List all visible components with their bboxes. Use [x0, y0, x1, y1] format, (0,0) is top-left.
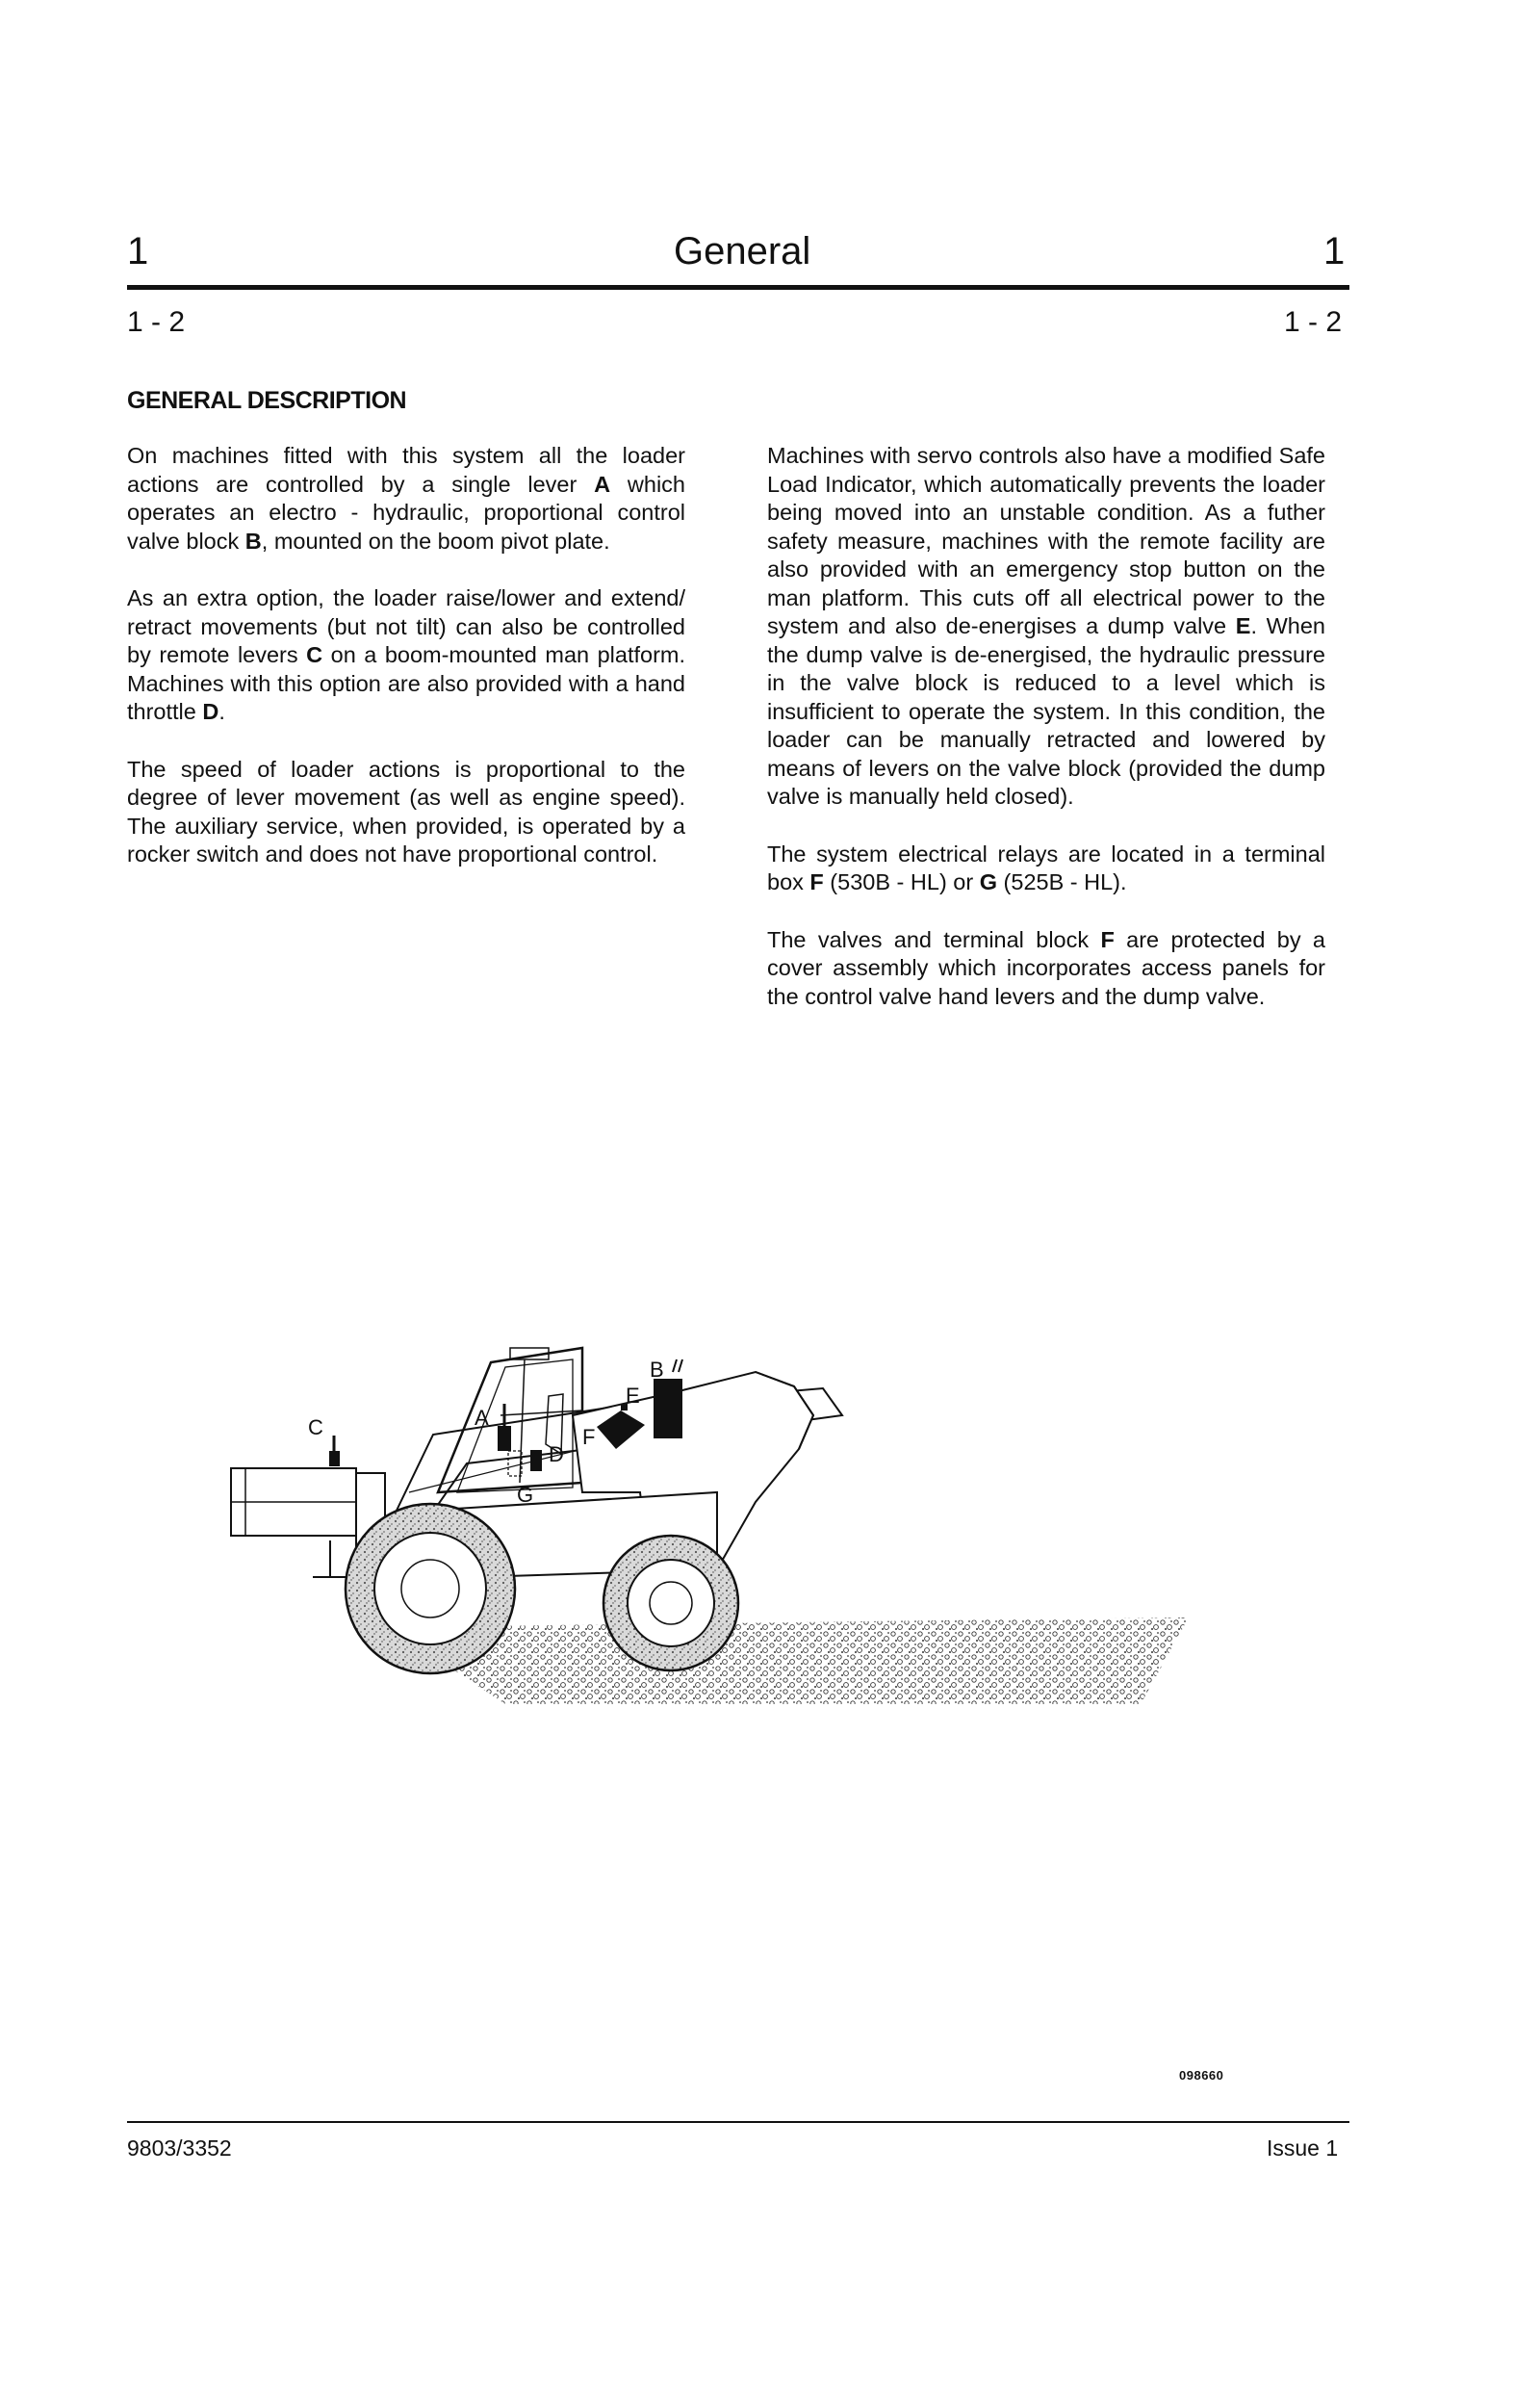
header-rule: [127, 285, 1349, 290]
label-f: F: [582, 1425, 596, 1449]
page-number-right: 1 - 2: [1284, 306, 1343, 338]
right-paragraph-3: The valves and terminal block F are protected by a cover assembly which incorporates access panels for the control valve hand levers and the dump valve.: [767, 926, 1326, 1009]
footer-rule: [127, 2121, 1349, 2123]
right-column: [767, 442, 1325, 1011]
ground-gravel: [390, 1618, 1189, 1704]
document-number: 9803/3352: [127, 2135, 232, 2161]
valve-block-b: [654, 1379, 682, 1438]
telehandler-diagram: [217, 1319, 1208, 1839]
issue-number: Issue 1: [1267, 2135, 1339, 2161]
section-title: GENERAL DESCRIPTION: [127, 387, 407, 414]
left-paragraph-3: The speed of loader actions is proportional to the degree of lever movement (as well as engine speed). The auxiliary service, when provided, is operated by a rocker switch and does not have proportional control.: [127, 756, 685, 867]
lever-a: [498, 1426, 511, 1451]
right-paragraph-1: Machines with servo controls also have a modified Safe Load Indicator, which automatically prevents the loader being moved into an unstable condition. As a futher safety measure, machines with the remote facility are also provided with an emergency stop button on the man platform. This cuts off all electrical power to the system and also de-energises a dump valve E. When the dump valve is de-energised, the hydraulic pressure in the valve block is reduced to a level which is insufficient to operate the system. In this condition, the loader can be manually retracted and lowered by means of levers on the valve block (provided the dump valve is manually held closed).: [767, 443, 1325, 809]
label-g: G: [517, 1483, 534, 1507]
chapter-number-right: 1: [1323, 230, 1346, 272]
left-column: [127, 442, 685, 869]
remote-lever-c: [329, 1451, 340, 1466]
chapter-title: General: [674, 230, 811, 272]
hand-throttle-d: [530, 1450, 542, 1471]
left-paragraph-1: On machines fitted with this system all the loader actions are controlled by a single lever A which operates an electro - hydraulic, proportional control valve block B, mounted on the boom pivot plate.: [127, 443, 685, 554]
figure-number: 098660: [1179, 2068, 1224, 2083]
label-c: C: [308, 1415, 323, 1439]
left-paragraph-2: As an extra option, the loader raise/lower and extend/ retract movements (but not tilt) can also be controlled by remote levers C on a boom-mounted man platform. Machines with this option are also provided with a hand throttle D.: [127, 585, 685, 724]
page-number-left: 1 - 2: [127, 306, 186, 338]
chapter-number-left: 1: [127, 230, 149, 272]
right-paragraph-2: The system electrical relays are located in a terminal box F (530B - HL) or G (525B - HL).: [767, 841, 1325, 894]
label-a: A: [475, 1406, 489, 1430]
machine-illustration: [217, 1319, 1208, 1839]
label-e: E: [626, 1384, 640, 1408]
label-b: B: [650, 1358, 664, 1382]
label-d: D: [549, 1442, 564, 1466]
